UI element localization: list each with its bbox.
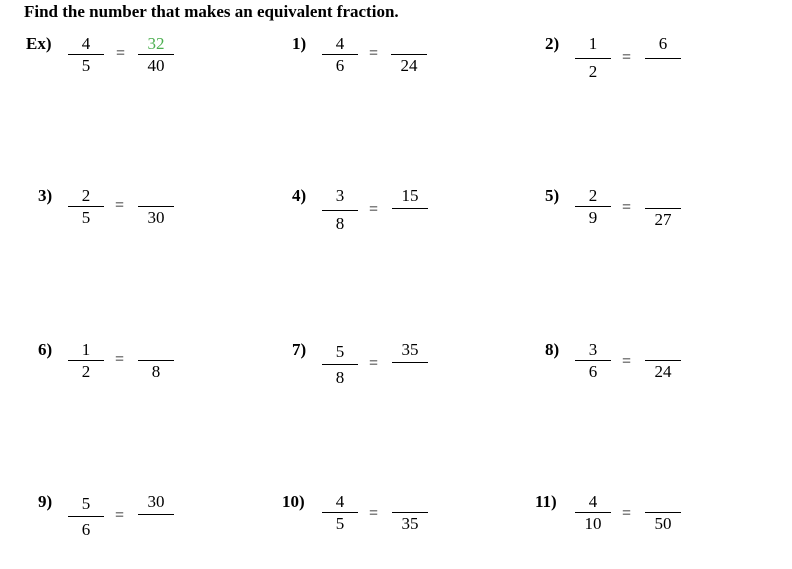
problem-label: 3) xyxy=(38,186,53,205)
left-denominator: 6 xyxy=(588,362,598,381)
left-numerator: 1 xyxy=(81,340,91,359)
left-numerator: 4 xyxy=(588,492,598,511)
left-numerator: 2 xyxy=(588,186,598,205)
fraction-bar xyxy=(138,206,174,207)
equals-sign: = xyxy=(369,355,379,372)
fraction-bar xyxy=(322,512,358,513)
equals-sign: = xyxy=(115,507,125,524)
left-denominator: 5 xyxy=(81,208,91,227)
fraction-bar xyxy=(392,362,428,363)
fraction-bar xyxy=(391,54,427,55)
right-denominator: 50 xyxy=(654,514,672,533)
problem-label: 7) xyxy=(292,340,307,359)
left-denominator: 2 xyxy=(588,62,598,81)
right-numerator: 32 xyxy=(147,34,165,53)
right-denominator: 24 xyxy=(654,362,672,381)
problem-4 xyxy=(292,186,532,246)
problem-label: 9) xyxy=(38,492,53,511)
fraction-bar xyxy=(645,58,681,59)
left-denominator: 5 xyxy=(81,56,91,75)
equals-sign: = xyxy=(115,351,125,368)
fraction-bar xyxy=(322,54,358,55)
fraction-bar xyxy=(575,360,611,361)
fraction-bar xyxy=(138,360,174,361)
problem-1 xyxy=(292,34,532,94)
right-denominator: 27 xyxy=(654,210,672,229)
fraction-bar xyxy=(575,206,611,207)
problem-label: 5) xyxy=(545,186,560,205)
problem-2 xyxy=(545,34,785,94)
problem-label: 11) xyxy=(535,492,557,511)
left-numerator: 1 xyxy=(588,34,598,53)
equals-sign: = xyxy=(369,201,379,218)
right-numerator: 6 xyxy=(658,34,668,53)
right-denominator: 40 xyxy=(147,56,165,75)
problem-3 xyxy=(38,186,278,246)
fraction-bar xyxy=(575,512,611,513)
problem-label: 1) xyxy=(292,34,307,53)
left-denominator: 6 xyxy=(335,56,345,75)
left-numerator: 4 xyxy=(81,34,91,53)
fraction-bar xyxy=(322,364,358,365)
problem-ex xyxy=(26,34,266,94)
problem-11 xyxy=(535,492,775,552)
left-numerator: 3 xyxy=(335,186,345,205)
left-denominator: 8 xyxy=(335,368,345,387)
fraction-bar xyxy=(68,516,104,517)
right-numerator: 15 xyxy=(401,186,419,205)
fraction-bar xyxy=(138,54,174,55)
left-numerator: 4 xyxy=(335,492,345,511)
left-denominator: 10 xyxy=(584,514,602,533)
problem-9 xyxy=(38,492,278,552)
fraction-bar xyxy=(68,54,104,55)
left-denominator: 5 xyxy=(335,514,345,533)
right-denominator: 8 xyxy=(151,362,161,381)
left-denominator: 8 xyxy=(335,214,345,233)
problem-7 xyxy=(292,340,532,400)
fraction-bar xyxy=(68,206,104,207)
problem-label: 2) xyxy=(545,34,560,53)
problem-5 xyxy=(545,186,785,246)
left-numerator: 5 xyxy=(81,494,91,513)
equals-sign: = xyxy=(116,45,126,62)
right-denominator: 35 xyxy=(401,514,419,533)
right-denominator: 30 xyxy=(147,208,165,227)
equals-sign: = xyxy=(115,197,125,214)
equals-sign: = xyxy=(622,353,632,370)
problem-6 xyxy=(38,340,278,400)
fraction-bar xyxy=(322,210,358,211)
left-denominator: 6 xyxy=(81,520,91,539)
problem-label: 8) xyxy=(545,340,560,359)
right-numerator: 30 xyxy=(147,492,165,511)
right-denominator: 24 xyxy=(400,56,418,75)
problem-10 xyxy=(282,492,522,552)
fraction-bar xyxy=(645,360,681,361)
left-denominator: 9 xyxy=(588,208,598,227)
equals-sign: = xyxy=(369,45,379,62)
problem-label: 10) xyxy=(282,492,305,511)
equals-sign: = xyxy=(622,49,632,66)
fraction-bar xyxy=(68,360,104,361)
left-denominator: 2 xyxy=(81,362,91,381)
problem-label: 4) xyxy=(292,186,307,205)
equals-sign: = xyxy=(369,505,379,522)
fraction-bar xyxy=(645,512,681,513)
left-numerator: 3 xyxy=(588,340,598,359)
fraction-bar xyxy=(645,208,681,209)
equals-sign: = xyxy=(622,505,632,522)
problem-label: 6) xyxy=(38,340,53,359)
fraction-bar xyxy=(575,58,611,59)
equals-sign: = xyxy=(622,199,632,216)
worksheet-title: Find the number that makes an equivalent fraction. xyxy=(24,2,399,21)
left-numerator: 4 xyxy=(335,34,345,53)
fraction-bar xyxy=(392,208,428,209)
left-numerator: 5 xyxy=(335,342,345,361)
problem-label: Ex) xyxy=(26,34,52,53)
right-numerator: 35 xyxy=(401,340,419,359)
fraction-bar xyxy=(392,512,428,513)
left-numerator: 2 xyxy=(81,186,91,205)
fraction-bar xyxy=(138,514,174,515)
problem-8 xyxy=(545,340,785,400)
